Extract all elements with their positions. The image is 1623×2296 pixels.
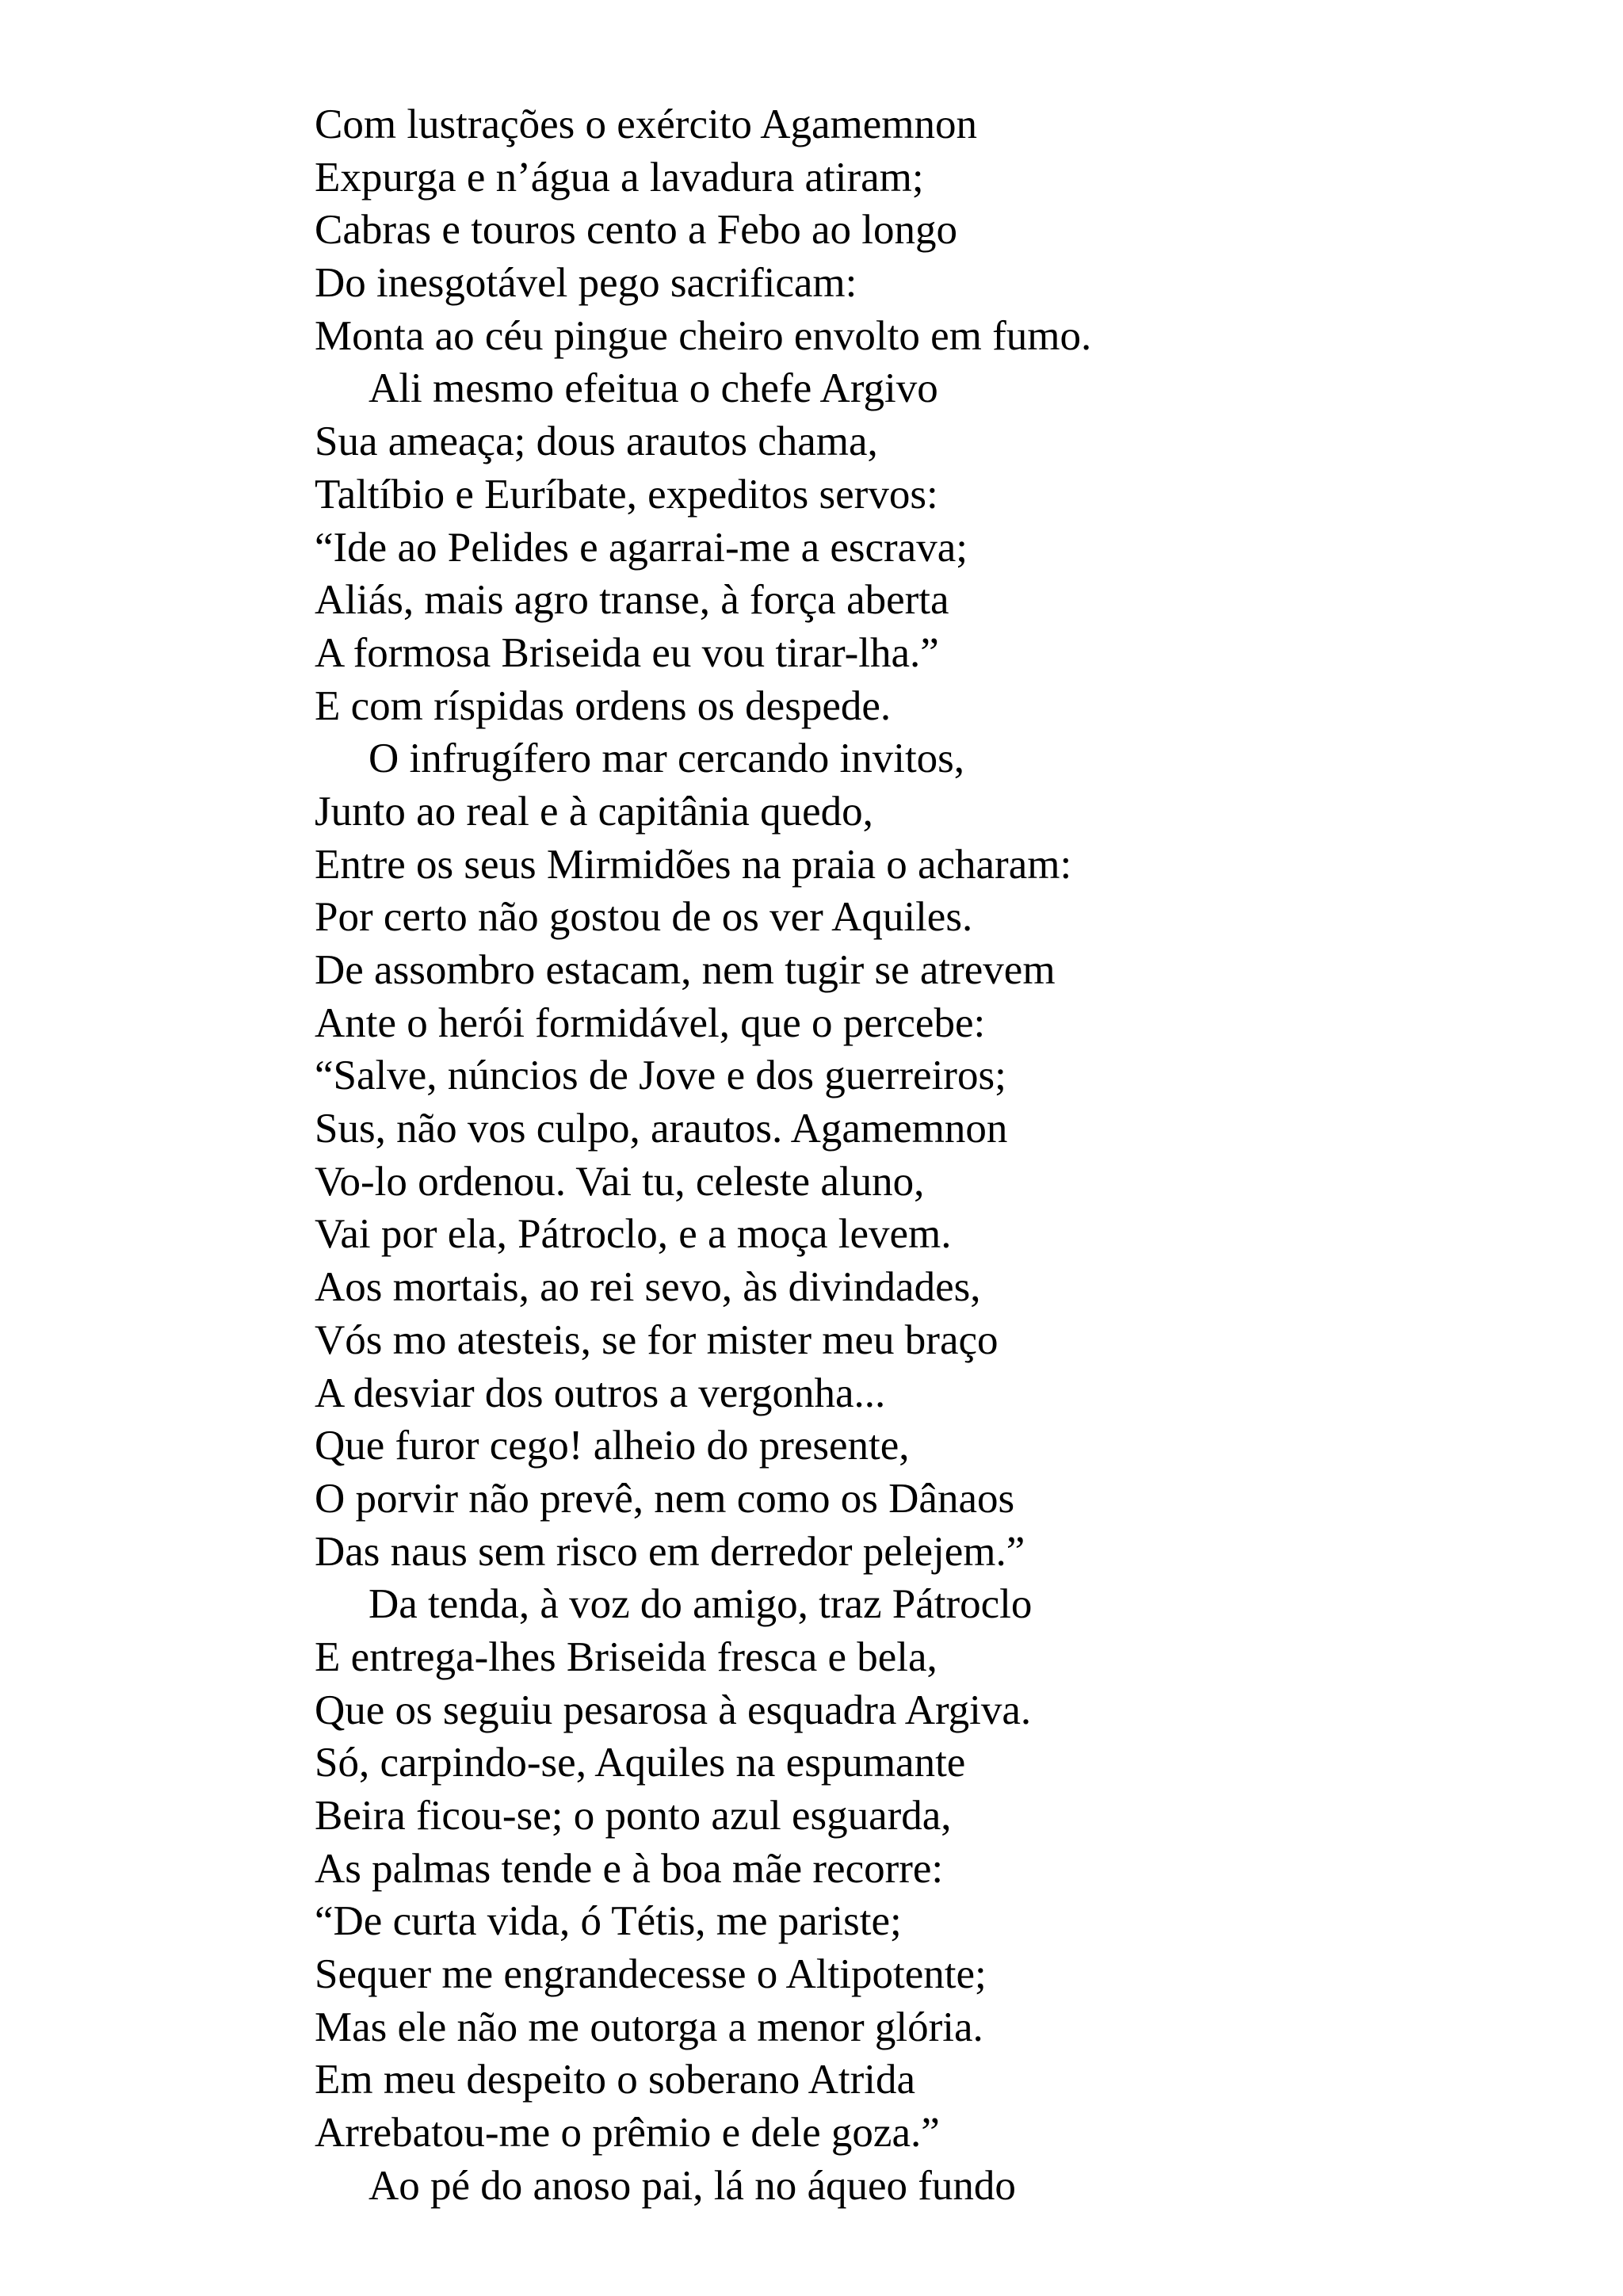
poem-line: Arrebatou-me o prêmio e dele goza.” (315, 2110, 940, 2157)
poem-line: A formosa Briseida eu vou tirar-lha.” (315, 629, 939, 676)
poem-line: Cabras e touros cento a Febo ao longo (315, 207, 957, 254)
poem-line: Sus, não vos culpo, arautos. Agamemnon (315, 1106, 1008, 1152)
poem-line: Vai por ela, Pátroclo, e a moça levem. (315, 1211, 952, 1258)
poem-line: Sequer me engrandecesse o Altipotente; (315, 1951, 987, 1998)
poem-line: Taltíbio e Euríbate, expeditos servos: (315, 471, 938, 518)
poem-line: “De curta vida, ó Tétis, me pariste; (315, 1898, 902, 1945)
poem-line: Do inesgotável pego sacrificam: (315, 260, 857, 307)
poem-line: Aliás, mais agro transe, à força aberta (315, 577, 949, 624)
poem-line: Ao pé do anoso pai, lá no áqueo fundo (369, 2162, 1016, 2209)
poem-line: O infrugífero mar cercando invitos, (369, 735, 965, 782)
poem-line: Em meu despeito o soberano Atrida (315, 2057, 916, 2103)
poem-line: Sua ameaça; dous arautos chama, (315, 418, 878, 465)
poem-line: Da tenda, à voz do amigo, traz Pátroclo (369, 1581, 1033, 1628)
poem-line: E com ríspidas ordens os despede. (315, 682, 892, 729)
poem-line: Mas ele não me outorga a menor glória. (315, 2004, 983, 2050)
poem-line: Só, carpindo-se, Aquiles na espumante (315, 1740, 966, 1786)
poem-line: Ali mesmo efeitua o chefe Argivo (369, 365, 938, 412)
poem-line: Por certo não gostou de os ver Aquiles. (315, 894, 973, 941)
poem-line: Das naus sem risco em derredor pelejem.” (315, 1528, 1025, 1575)
poem-text (315, 98, 1503, 2213)
poem-line: De assombro estacam, nem tugir se atrevem (315, 947, 1056, 993)
poem-line: As palmas tende e à boa mãe recorre: (315, 1845, 944, 1892)
poem-line: Entre os seus Mirmidões na praia o acharam: (315, 841, 1072, 888)
poem-line: Beira ficou-se; o ponto azul esguarda, (315, 1793, 952, 1839)
poem-line: Junto ao real e à capitânia quedo, (315, 788, 873, 835)
poem-line: Ante o herói formidável, que o percebe: (315, 999, 986, 1046)
poem-line: Que os seguiu pesarosa à esquadra Argiva. (315, 1687, 1032, 1733)
poem-line: Vós mo atesteis, se for mister meu braço (315, 1316, 999, 1363)
poem-line: “Ide ao Pelides e agarrai-me a escrava; (315, 524, 968, 571)
poem-line: O porvir não prevê, nem como os Dânaos (315, 1475, 1015, 1522)
poem-line: Que furor cego! alheio do presente, (315, 1423, 910, 1469)
poem-line: “Salve, núncios de Jove e dos guerreiros; (315, 1052, 1006, 1099)
poem-line: E entrega-lhes Briseida fresca e bela, (315, 1633, 938, 1680)
poem-line: Aos mortais, ao rei sevo, às divindades, (315, 1264, 981, 1311)
poem-line: Expurga e n’água a lavadura atiram; (315, 154, 924, 201)
poem-line: Vo-lo ordenou. Vai tu, celeste aluno, (315, 1158, 925, 1205)
poem-line: Monta ao céu pingue cheiro envolto em fumo. (315, 312, 1092, 359)
poem-line: Com lustrações o exército Agamemnon (315, 101, 978, 147)
poem-line: A desviar dos outros a vergonha... (315, 1370, 886, 1416)
